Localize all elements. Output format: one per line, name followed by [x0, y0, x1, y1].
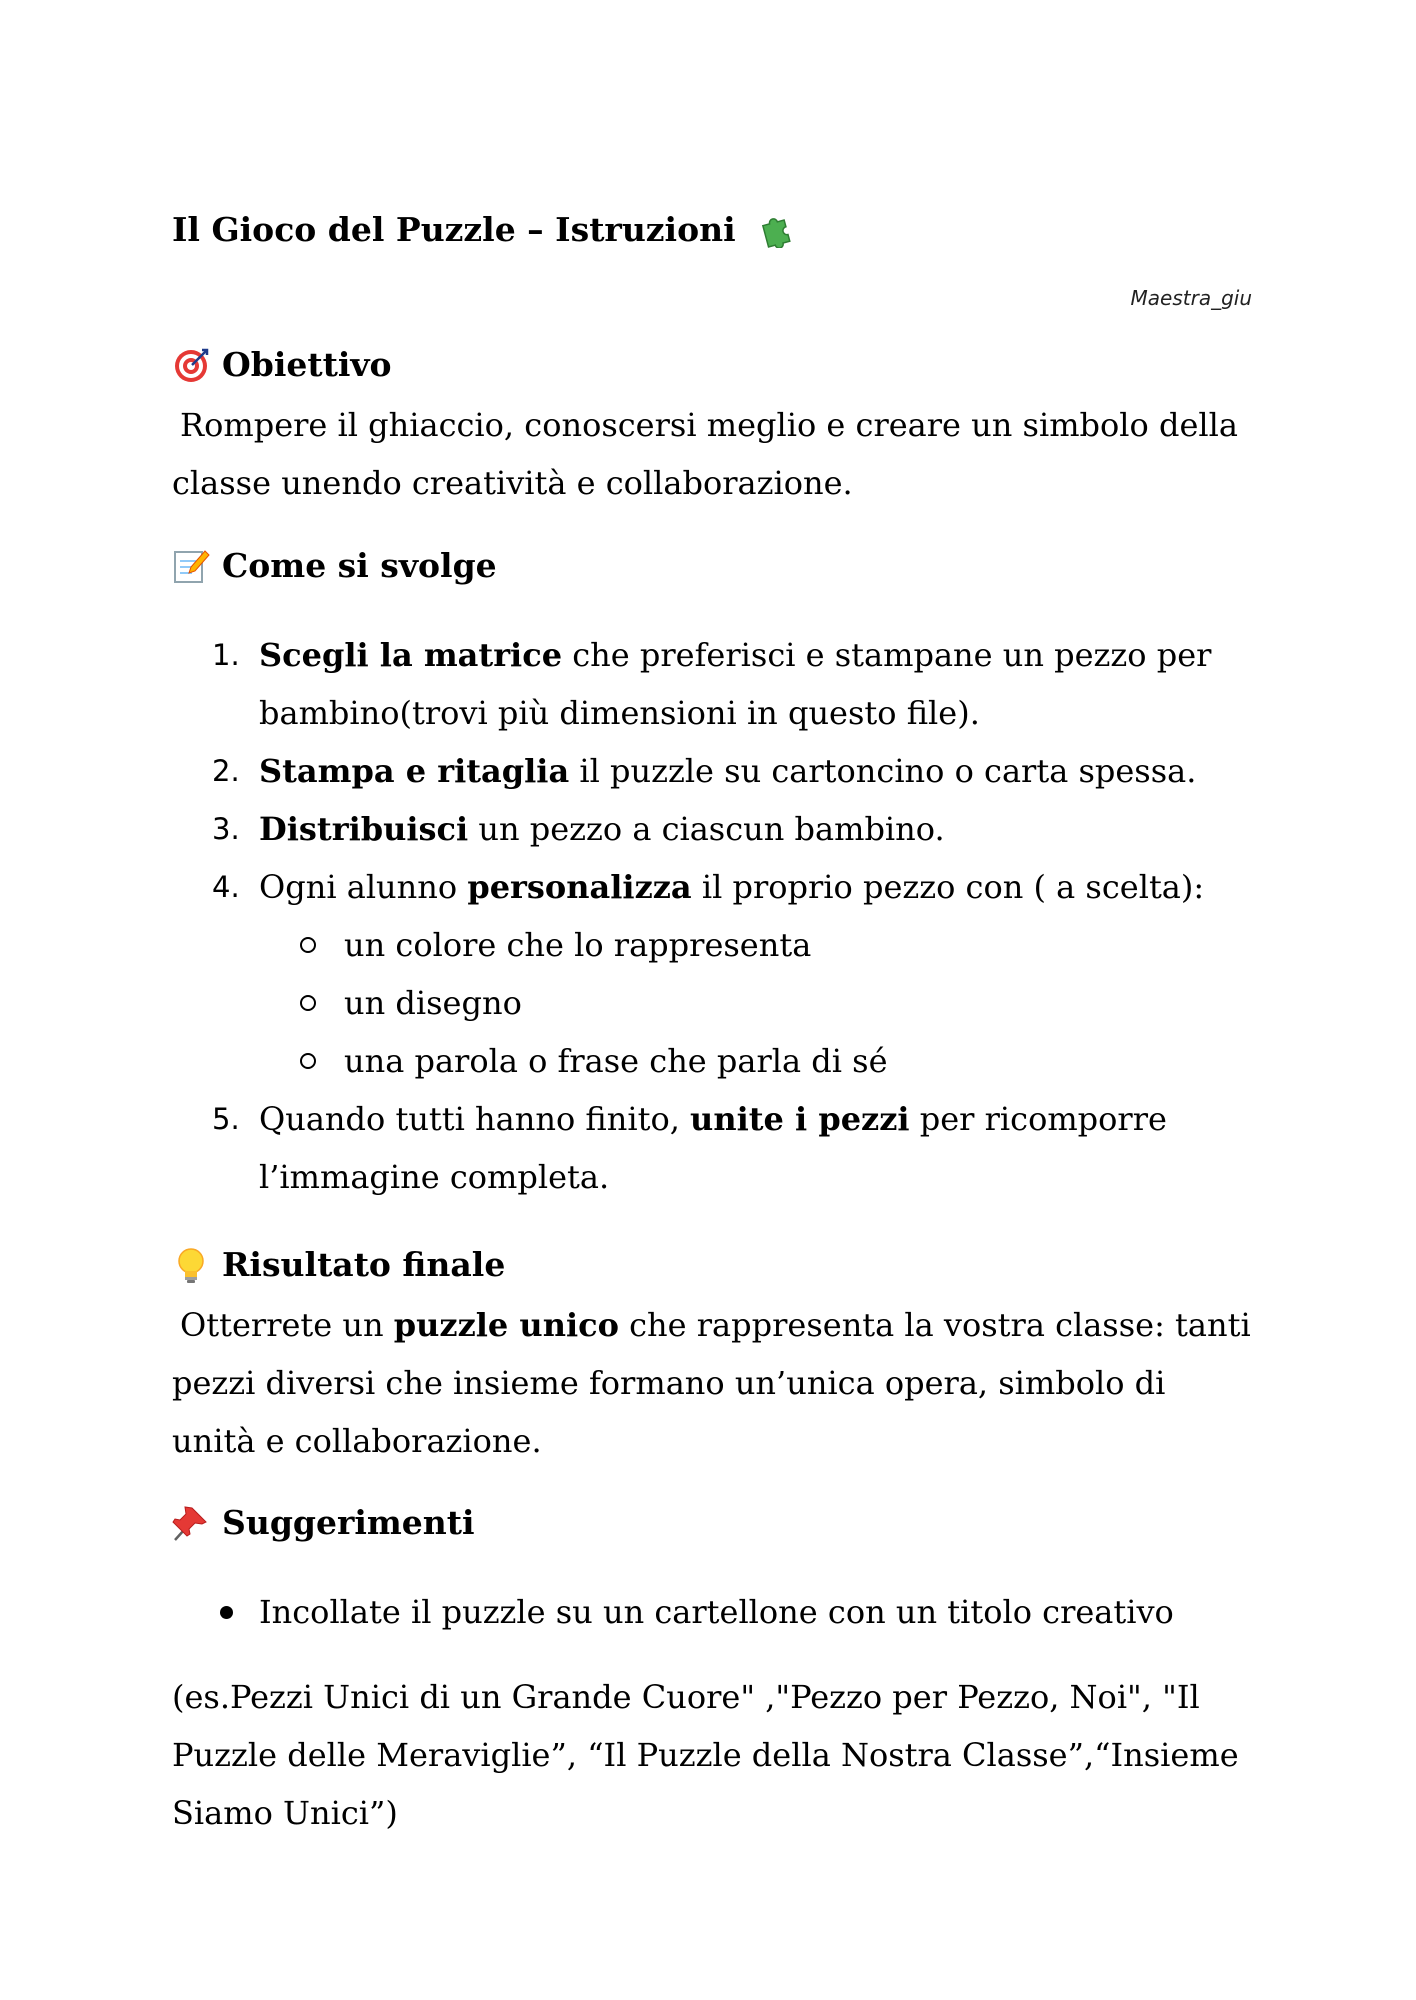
option-item — [172, 916, 1252, 974]
step-number: 1. — [212, 638, 240, 672]
list-item — [172, 1583, 1252, 1641]
heading-obiettivo-text: Obiettivo — [222, 345, 392, 384]
step-bold: Stampa e ritaglia — [259, 752, 570, 790]
heading-suggerimenti-text: Suggerimenti — [222, 1503, 475, 1542]
step-text: Quando tutti hanno finito, — [259, 1100, 691, 1138]
list-item — [172, 742, 1252, 800]
step-bold: Scegli la matrice — [259, 636, 563, 674]
light-bulb-icon — [172, 1246, 210, 1284]
step-text: Ogni alunno — [259, 868, 468, 906]
heading-come-si-svolge — [172, 546, 497, 585]
steps-list — [172, 626, 1252, 1206]
risultato-pre: Otterrete un — [180, 1306, 394, 1344]
page-title — [172, 210, 797, 251]
option-item — [172, 1032, 1252, 1090]
examples-text: (es.Pezzi Unici di un Grande Cuore" ,"Pezzo per Pezzo, Noi", "Il Puzzle delle Meraviglie”, “Il Puzzle della Nostra Classe”,“Insieme Siamo Unici”) — [172, 1678, 1239, 1832]
heading-obiettivo — [172, 345, 392, 384]
step-text: il puzzle su cartoncino o carta spessa. — [569, 752, 1197, 790]
risultato-rest: che rappresenta la vostra classe: tanti pezzi diversi che insieme formano un’unica opera, simbolo di unità e collaborazione. — [172, 1306, 1251, 1460]
puzzle-piece-icon — [759, 210, 797, 248]
list-item — [172, 858, 1252, 916]
option-item — [172, 974, 1252, 1032]
heading-suggerimenti — [172, 1503, 475, 1542]
suggestions-list — [172, 1583, 1252, 1641]
step-number: 2. — [212, 754, 240, 788]
hollow-bullet-icon — [300, 1053, 316, 1069]
author-signature: Maestra_giu — [1130, 286, 1252, 310]
pushpin-icon — [172, 1504, 210, 1542]
step-bold: Distribuisci — [259, 810, 469, 848]
target-icon — [172, 346, 210, 384]
suggestion-text: Incollate il puzzle su un cartellone con un titolo creativo — [259, 1593, 1174, 1631]
step-text: che preferisci e stampane un pezzo per bambino(trovi più dimensioni in questo file). — [259, 636, 1212, 732]
step-text: per ricomporre l’immagine completa. — [259, 1100, 1167, 1196]
list-item — [172, 800, 1252, 858]
hollow-bullet-icon — [300, 937, 316, 953]
step-bold: unite i pezzi — [690, 1100, 910, 1138]
list-item — [172, 626, 1252, 742]
step-bold: personalizza — [467, 868, 692, 906]
list-item — [172, 1090, 1252, 1206]
step-number: 4. — [212, 870, 240, 904]
heading-risultato-text: Risultato finale — [222, 1245, 506, 1284]
step-number: 5. — [212, 1102, 240, 1136]
memo-icon — [172, 547, 210, 585]
bullet-icon — [220, 1606, 233, 1619]
obiettivo-text: Rompere il ghiaccio, conoscersi meglio e creare un simbolo della classe unendo creatività e collaborazione. — [172, 406, 1238, 502]
hollow-bullet-icon — [300, 995, 316, 1011]
option-text: un colore che lo rappresenta — [344, 926, 812, 964]
option-text: un disegno — [344, 984, 522, 1022]
option-text: una parola o frase che parla di sé — [344, 1042, 888, 1080]
step-text: il proprio pezzo con ( a scelta): — [691, 868, 1205, 906]
heading-come-text: Come si svolge — [222, 546, 497, 585]
step-number: 3. — [212, 812, 240, 846]
step-text: un pezzo a ciascun bambino. — [468, 810, 945, 848]
risultato-text — [172, 1296, 1252, 1470]
heading-risultato — [172, 1245, 505, 1284]
risultato-bold: puzzle unico — [393, 1306, 619, 1344]
title-text: Il Gioco del Puzzle – Istruzioni — [172, 210, 736, 249]
